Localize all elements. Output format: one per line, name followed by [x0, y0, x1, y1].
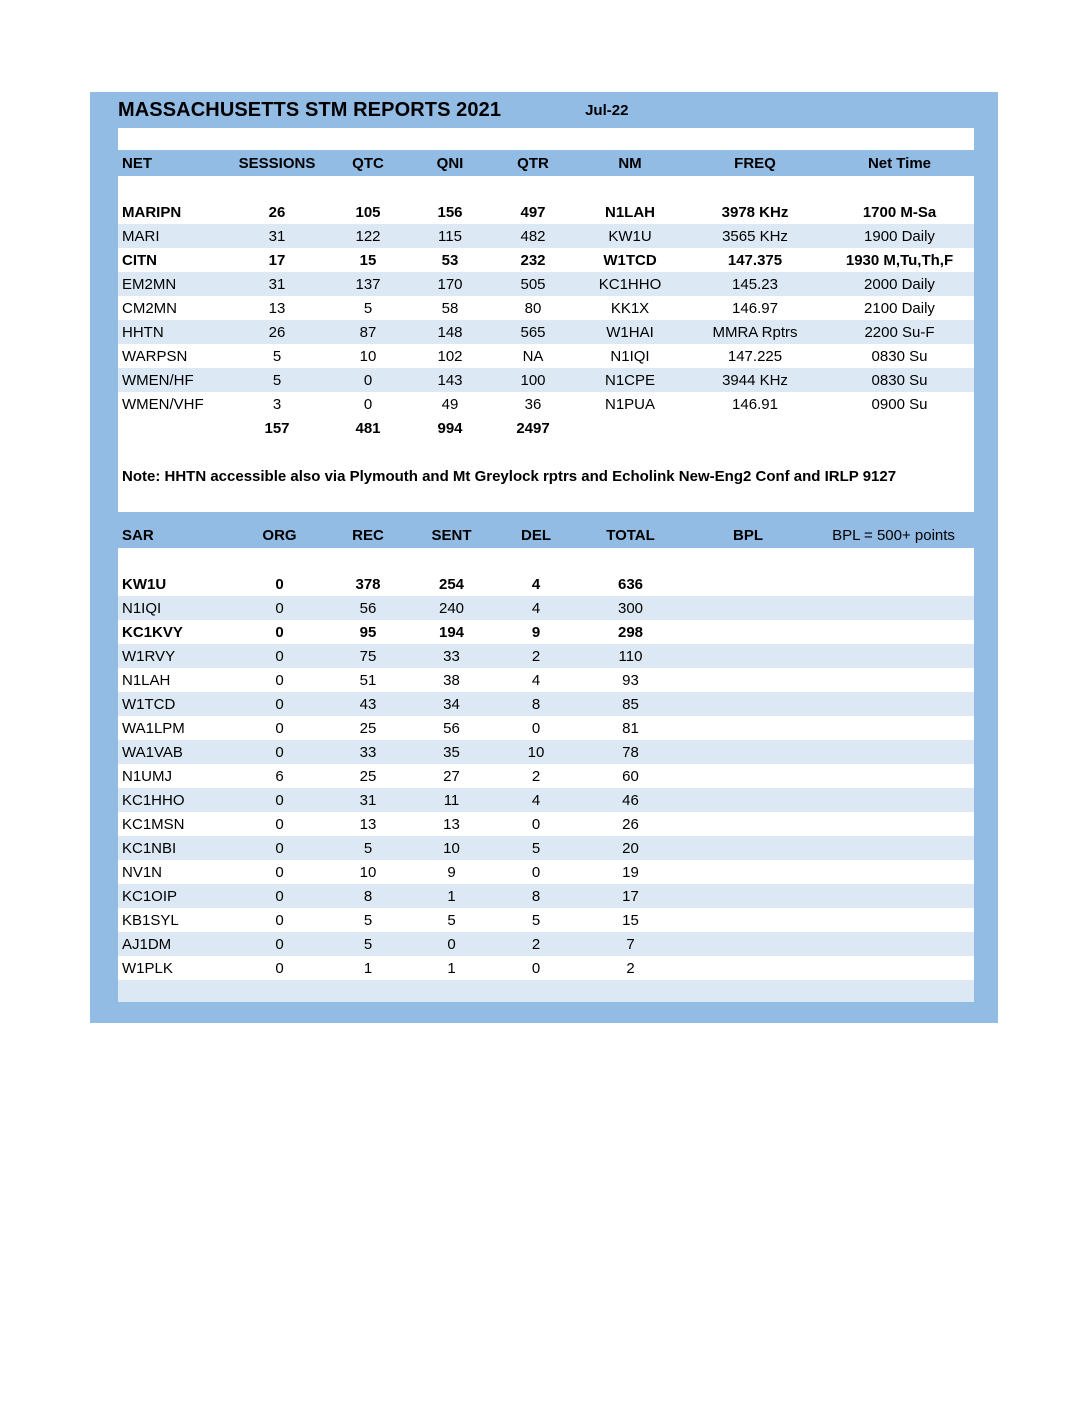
cell-sent: 10	[409, 836, 494, 860]
cell-total: 15	[578, 908, 683, 932]
table-row	[118, 224, 974, 248]
table-row	[118, 836, 974, 860]
cell-qtr: NA	[491, 344, 575, 368]
column-header-sessions: SESSIONS	[227, 150, 327, 176]
cell-del: 0	[494, 956, 578, 980]
cell-sessions: 26	[227, 320, 327, 344]
cell-qtc: 0	[327, 392, 409, 416]
cell-nm: KK1X	[575, 296, 685, 320]
cell-call: KC1HHO	[118, 788, 232, 812]
cell-nm: N1IQI	[575, 344, 685, 368]
cell-org: 0	[232, 668, 327, 692]
cell-bpl	[683, 740, 813, 764]
cell-rec: 51	[327, 668, 409, 692]
cell-qni: 170	[409, 272, 491, 296]
cell-nm: KC1HHO	[575, 272, 685, 296]
table-row	[118, 740, 974, 764]
cell-freq: 3978 KHz	[685, 200, 825, 224]
cell-freq: 3944 KHz	[685, 368, 825, 392]
cell-total-sessions: 157	[227, 416, 327, 440]
column-header-net-time: Net Time	[825, 150, 974, 176]
cell-total: 60	[578, 764, 683, 788]
cell-qtc: 5	[327, 296, 409, 320]
cell-org: 0	[232, 836, 327, 860]
cell-sent: 5	[409, 908, 494, 932]
cell-total: 300	[578, 596, 683, 620]
cell-net: WARPSN	[118, 344, 227, 368]
cell-qtr: 497	[491, 200, 575, 224]
cell-bpl	[683, 596, 813, 620]
cell-qni: 102	[409, 344, 491, 368]
cell-bpl	[683, 884, 813, 908]
report-title-band	[90, 92, 998, 128]
table-row	[118, 368, 974, 392]
cell-rec: 56	[327, 596, 409, 620]
cell-qtr: 482	[491, 224, 575, 248]
cell-call: KC1KVY	[118, 620, 232, 644]
cell-org: 6	[232, 764, 327, 788]
cell-total-net-time	[825, 416, 974, 440]
cell-del: 5	[494, 836, 578, 860]
footnote-row	[118, 464, 974, 488]
cell-rec: 5	[327, 908, 409, 932]
spacer-row	[118, 488, 974, 512]
cell-net-time: 0900 Su	[825, 392, 974, 416]
cell-bpl	[683, 644, 813, 668]
column-header-net: NET	[118, 150, 227, 176]
cell-sent: 9	[409, 860, 494, 884]
cell-total: 20	[578, 836, 683, 860]
cell-qni: 53	[409, 248, 491, 272]
cell-sessions: 5	[227, 368, 327, 392]
table-row	[118, 716, 974, 740]
column-header-nm: NM	[575, 150, 685, 176]
cell-call: NV1N	[118, 860, 232, 884]
cell-net: EM2MN	[118, 272, 227, 296]
cell-call: W1TCD	[118, 692, 232, 716]
cell-net: WMEN/VHF	[118, 392, 227, 416]
cell-nm: W1HAI	[575, 320, 685, 344]
cell-qtc: 105	[327, 200, 409, 224]
cell-qtr: 505	[491, 272, 575, 296]
cell-nm: W1TCD	[575, 248, 685, 272]
table-row	[118, 932, 974, 956]
table-row	[118, 296, 974, 320]
cell-net-time: 1700 M-Sa	[825, 200, 974, 224]
cell-total: 46	[578, 788, 683, 812]
cell-qni: 115	[409, 224, 491, 248]
cell-org: 0	[232, 620, 327, 644]
sar-sheet	[118, 522, 970, 1002]
table-row	[118, 764, 974, 788]
cell-bpl	[683, 764, 813, 788]
column-header-qtr: QTR	[491, 150, 575, 176]
cell-total: 298	[578, 620, 683, 644]
cell-del: 4	[494, 668, 578, 692]
cell-org: 0	[232, 812, 327, 836]
table-row	[118, 272, 974, 296]
cell-sent: 1	[409, 884, 494, 908]
spacer-row	[118, 128, 974, 150]
column-header-qtc: QTC	[327, 150, 409, 176]
cell-net: MARI	[118, 224, 227, 248]
cell-total-qni: 994	[409, 416, 491, 440]
cell-sent: 0	[409, 932, 494, 956]
cell-net-time: 1900 Daily	[825, 224, 974, 248]
cell-qtc: 10	[327, 344, 409, 368]
column-header-del: DEL	[494, 522, 578, 548]
table-row	[118, 620, 974, 644]
cell-net: WMEN/HF	[118, 368, 227, 392]
table-row	[118, 572, 974, 596]
table-row	[118, 200, 974, 224]
report-period: Jul-22	[585, 101, 629, 119]
table-row	[118, 320, 974, 344]
cell-net: CITN	[118, 248, 227, 272]
spacer-row	[118, 176, 974, 200]
cell-call: N1IQI	[118, 596, 232, 620]
cell-rec: 43	[327, 692, 409, 716]
cell-qni: 156	[409, 200, 491, 224]
table-row	[118, 344, 974, 368]
cell-qni: 49	[409, 392, 491, 416]
table-row	[118, 668, 974, 692]
cell-org: 0	[232, 716, 327, 740]
cell-nm: KW1U	[575, 224, 685, 248]
cell-sent: 13	[409, 812, 494, 836]
cell-qni: 58	[409, 296, 491, 320]
cell-qtr: 565	[491, 320, 575, 344]
cell-bpl	[683, 620, 813, 644]
cell-bpl	[683, 860, 813, 884]
cell-del: 2	[494, 932, 578, 956]
cell-rec: 75	[327, 644, 409, 668]
cell-bpl	[683, 908, 813, 932]
cell-freq: 146.91	[685, 392, 825, 416]
section-divider	[90, 512, 998, 522]
cell-total: 7	[578, 932, 683, 956]
cell-rec: 33	[327, 740, 409, 764]
cell-call: W1RVY	[118, 644, 232, 668]
cell-del: 2	[494, 764, 578, 788]
cell-sent: 38	[409, 668, 494, 692]
cell-qtr: 232	[491, 248, 575, 272]
cell-qni: 143	[409, 368, 491, 392]
cell-sessions: 26	[227, 200, 327, 224]
sar-table	[118, 522, 974, 1002]
column-header-sent: SENT	[409, 522, 494, 548]
cell-net-time: 1930 M,Tu,Th,F	[825, 248, 974, 272]
table-row	[118, 596, 974, 620]
cell-org: 0	[232, 644, 327, 668]
footnote-text: Note: HHTN accessible also via Plymouth and Mt Greylock rptrs and Echolink New-Eng2 Conf and IRLP 9127	[118, 464, 974, 488]
bpl-legend: BPL = 500+ points	[813, 522, 974, 548]
cell-call: WA1VAB	[118, 740, 232, 764]
cell-sent: 11	[409, 788, 494, 812]
column-header-sar: SAR	[118, 522, 232, 548]
table-row	[118, 884, 974, 908]
table-row	[118, 812, 974, 836]
cell-call: KC1MSN	[118, 812, 232, 836]
column-header-bpl: BPL	[683, 522, 813, 548]
page-title: MASSACHUSETTS STM REPORTS 2021	[118, 98, 502, 121]
cell-call: KW1U	[118, 572, 232, 596]
cell-total: 26	[578, 812, 683, 836]
cell-del: 0	[494, 860, 578, 884]
cell-sent: 34	[409, 692, 494, 716]
cell-sent: 194	[409, 620, 494, 644]
cell-freq: 3565 KHz	[685, 224, 825, 248]
cell-total: 19	[578, 860, 683, 884]
cell-bpl	[683, 668, 813, 692]
sar-table-body	[118, 522, 974, 1002]
cell-rec: 5	[327, 932, 409, 956]
cell-qni: 148	[409, 320, 491, 344]
cell-del: 8	[494, 884, 578, 908]
cell-del: 4	[494, 788, 578, 812]
cell-total-freq	[685, 416, 825, 440]
cell-total: 78	[578, 740, 683, 764]
cell-call: KC1NBI	[118, 836, 232, 860]
cell-rec: 8	[327, 884, 409, 908]
cell-org: 0	[232, 788, 327, 812]
cell-sent: 1	[409, 956, 494, 980]
cell-sessions: 17	[227, 248, 327, 272]
cell-del: 0	[494, 716, 578, 740]
cell-net: CM2MN	[118, 296, 227, 320]
cell-call: KC1OIP	[118, 884, 232, 908]
cell-rec: 31	[327, 788, 409, 812]
cell-sent: 240	[409, 596, 494, 620]
sar-table-header-row	[118, 522, 974, 548]
cell-total: 81	[578, 716, 683, 740]
cell-rec: 95	[327, 620, 409, 644]
cell-freq: 145.23	[685, 272, 825, 296]
spacer-row	[118, 980, 974, 1002]
cell-total: 636	[578, 572, 683, 596]
cell-call: N1LAH	[118, 668, 232, 692]
cell-net-time: 2200 Su-F	[825, 320, 974, 344]
cell-net-time: 0830 Su	[825, 344, 974, 368]
table-row	[118, 908, 974, 932]
cell-total-nm	[575, 416, 685, 440]
cell-del: 5	[494, 908, 578, 932]
net-totals-row	[118, 416, 974, 440]
cell-call: AJ1DM	[118, 932, 232, 956]
column-header-org: ORG	[232, 522, 327, 548]
cell-bpl	[683, 572, 813, 596]
table-row	[118, 644, 974, 668]
net-table-header-row	[118, 150, 974, 176]
cell-org: 0	[232, 860, 327, 884]
cell-org: 0	[232, 908, 327, 932]
cell-qtc: 122	[327, 224, 409, 248]
column-header-qni: QNI	[409, 150, 491, 176]
cell-qtr: 36	[491, 392, 575, 416]
cell-sessions: 31	[227, 224, 327, 248]
cell-org: 0	[232, 572, 327, 596]
cell-total: 93	[578, 668, 683, 692]
cell-rec: 25	[327, 716, 409, 740]
cell-total-qtc: 481	[327, 416, 409, 440]
cell-call: KB1SYL	[118, 908, 232, 932]
cell-sessions: 5	[227, 344, 327, 368]
column-header-total: TOTAL	[578, 522, 683, 548]
cell-sent: 56	[409, 716, 494, 740]
cell-del: 4	[494, 572, 578, 596]
cell-qtc: 87	[327, 320, 409, 344]
cell-net: HHTN	[118, 320, 227, 344]
cell-sent: 254	[409, 572, 494, 596]
net-sheet	[118, 128, 970, 512]
cell-nm: N1LAH	[575, 200, 685, 224]
table-row	[118, 788, 974, 812]
report-panel	[90, 92, 998, 1023]
cell-call: W1PLK	[118, 956, 232, 980]
cell-qtc: 15	[327, 248, 409, 272]
cell-call: WA1LPM	[118, 716, 232, 740]
table-row	[118, 392, 974, 416]
cell-freq: 147.375	[685, 248, 825, 272]
cell-org: 0	[232, 596, 327, 620]
cell-qtr: 80	[491, 296, 575, 320]
cell-qtc: 137	[327, 272, 409, 296]
cell-call: N1UMJ	[118, 764, 232, 788]
cell-net-time: 0830 Su	[825, 368, 974, 392]
spacer-row	[118, 440, 974, 464]
cell-nm: N1PUA	[575, 392, 685, 416]
cell-del: 4	[494, 596, 578, 620]
cell-rec: 13	[327, 812, 409, 836]
net-table	[118, 128, 974, 512]
cell-bpl	[683, 812, 813, 836]
cell-freq: MMRA Rptrs	[685, 320, 825, 344]
table-row	[118, 248, 974, 272]
cell-org: 0	[232, 956, 327, 980]
column-header-freq: FREQ	[685, 150, 825, 176]
cell-net: MARIPN	[118, 200, 227, 224]
cell-rec: 1	[327, 956, 409, 980]
cell-sent: 35	[409, 740, 494, 764]
cell-org: 0	[232, 740, 327, 764]
cell-total-qtr: 2497	[491, 416, 575, 440]
cell-qtc: 0	[327, 368, 409, 392]
cell-del: 0	[494, 812, 578, 836]
cell-sessions: 3	[227, 392, 327, 416]
cell-sent: 27	[409, 764, 494, 788]
cell-qtr: 100	[491, 368, 575, 392]
cell-bpl	[683, 956, 813, 980]
cell-nm: N1CPE	[575, 368, 685, 392]
cell-bpl	[683, 716, 813, 740]
table-row	[118, 956, 974, 980]
cell-del: 2	[494, 644, 578, 668]
cell-freq: 147.225	[685, 344, 825, 368]
cell-del: 9	[494, 620, 578, 644]
cell-org: 0	[232, 932, 327, 956]
cell-rec: 5	[327, 836, 409, 860]
cell-org: 0	[232, 884, 327, 908]
cell-total: 85	[578, 692, 683, 716]
cell-bpl	[683, 836, 813, 860]
cell-total-net	[118, 416, 227, 440]
cell-sessions: 13	[227, 296, 327, 320]
cell-net-time: 2100 Daily	[825, 296, 974, 320]
table-row	[118, 860, 974, 884]
cell-bpl	[683, 692, 813, 716]
cell-bpl	[683, 788, 813, 812]
cell-org: 0	[232, 692, 327, 716]
spacer-row	[118, 548, 974, 572]
net-table-body	[118, 128, 974, 512]
cell-freq: 146.97	[685, 296, 825, 320]
cell-del: 10	[494, 740, 578, 764]
cell-total: 17	[578, 884, 683, 908]
cell-total: 110	[578, 644, 683, 668]
table-row	[118, 692, 974, 716]
column-header-rec: REC	[327, 522, 409, 548]
cell-net-time: 2000 Daily	[825, 272, 974, 296]
cell-del: 8	[494, 692, 578, 716]
cell-rec: 10	[327, 860, 409, 884]
cell-rec: 25	[327, 764, 409, 788]
cell-bpl	[683, 932, 813, 956]
cell-total: 2	[578, 956, 683, 980]
cell-sent: 33	[409, 644, 494, 668]
cell-sessions: 31	[227, 272, 327, 296]
cell-rec: 378	[327, 572, 409, 596]
